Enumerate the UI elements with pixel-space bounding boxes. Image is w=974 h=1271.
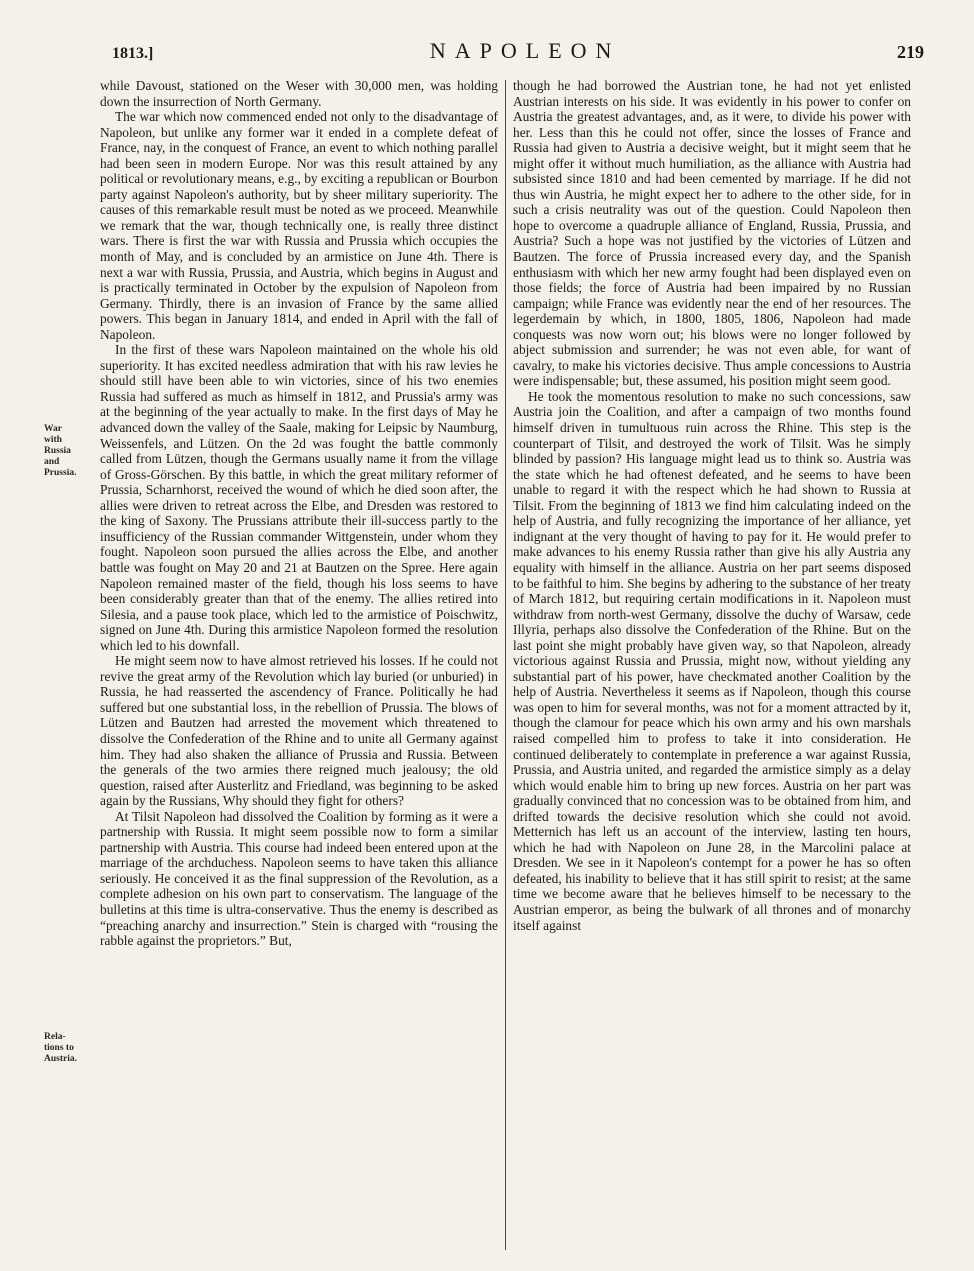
marginal-line: Austria. [44, 1054, 77, 1064]
header-year: 1813.] [112, 45, 154, 62]
paragraph: At Tilsit Napoleon had dissolved the Coalition by forming as it were a partnership with Russia. It might seem possible now to form a similar partnership with Austria. This course had indeed been entered upon at the marriage of the archduchess. Napoleon seems to have taken this alliance seriously. He conceived it as the final suppression of the Revolution, as a complete adhesion on his own part to conservatism. The language of the bulletins at this time is ultra-conservative. Thus the enemy is described as “preaching anarchy and insurrection.” Stein is charged with “rousing the rabble against the proprietors.” But, [100, 808, 498, 949]
marginal-line: War [44, 424, 62, 434]
marginal-line: with [44, 435, 62, 445]
paragraph: though he had borrowed the Austrian tone, he had not yet enlisted Austrian interests on his side. It was evidently in his power to confer on Austria the greatest advantages, and, as it were, to divide his power with her. Less than this he could not offer, since the losses of France and Russia had given to Austria a decisive weight, but it might seem that he might offer it without much humiliation, as the alliance with Austria had subsisted since 1810 and had been cemented by marriage. If he did not thus win Austria, he might expect her to adhere to the other side, for in such a crisis neutrality was out of the question. Could Napoleon then hope to overcome a quadruple alliance of England, Russia, Prussia, and Austria? Such a hope was not justified by the victories of Lützen and Bautzen. The force of Prussia increased every day, and the Spanish enthusiasm with which her new army fought had been displayed even on those fields; the force of Austria had been impaired by no Russian campaign; while France was evidently near the end of her resources. The legerdemain by which, in 1800, 1805, 1806, Napoleon had made conquests was now worn out; his blows were no longer followed by abject submission and surrender; he was not even able, for want of cavalry, to make his victories decisive. Thus ample concessions to Austria were indispensable; but, these assumed, his position might seem good. [513, 78, 911, 389]
marginal-line: Rela- [44, 1032, 66, 1042]
marginal-line: tions to [44, 1043, 74, 1053]
marginal-line: and [44, 457, 60, 467]
column-divider [505, 80, 506, 1250]
marginal-note-relations [44, 1032, 96, 1065]
left-column [100, 78, 498, 949]
page-header [112, 38, 924, 72]
page-number: 219 [896, 42, 924, 62]
marginal-note-war [44, 424, 96, 479]
right-column [513, 78, 911, 933]
paragraph: He might seem now to have almost retrieved his losses. If he could not revive the great army of the Revolution which lay buried (or unburied) in Russia, he had reasserted the ascendency of France. Politically he had suffered but one substantial loss, in the rebellion of Prussia. The blows of Lützen and Bautzen had arrested the movement which threatened to dissolve the Confederation of the Rhine and to unite all Germany against him. They had also shaken the alliance of Prussia and Russia. Between the generals of the two armies there reigned much jealousy; the old question, raised after Austerlitz and Friedland, was beginning to be asked again by the Russians, Why should they fight for others? [100, 653, 498, 809]
running-title: NAPOLEON [429, 38, 621, 63]
paragraph: He took the momentous resolution to make no such concessions, saw Austria join the Coalition, and after a campaign of two months found himself driven in tumultuous ruin across the Rhine. This step is the counterpart of Tilsit, and destroyed the work of Tilsit. Was he simply blinded by passion? His language might lead us to think so. Austria was the state which he had oftenest defeated, and he seems to have been unable to regard it with the respect which he had shown to Russia at Tilsit. From the beginning of 1813 we find him calculating indeed on the help of Austria, and fully recognizing the importance of her alliance, yet indignant at the very thought of having to pay for it. He would prefer to make advances to his enemy Russia rather than give his ally Austria any equality with himself in the alliance. Austria on her part seems disposed to be faithful to him. She begins by adhering to the substance of her treaty of March 1812, but requiring certain modifications in it. Napoleon must withdraw from north-west Germany, dissolve the duchy of Warsaw, cede Illyria, perhaps also dissolve the Confederation of the Rhine. But on the last point she might probably have given way, so that Napoleon, already victorious against Russia and Prussia, might now, without yielding any substantial part of his power, have checkmated another Coalition by the help of Austria. Nevertheless it seems as if Napoleon, though this course was open to him for several months, was not for a moment attracted by it, though the clamour for peace which his own army and his own marshals raised compelled him to profess to take it into consideration. He continued deliberately to contemplate in preference a war against Russia, Prussia, and Austria united, and regarded the armistice simply as a delay which would enable him to bring up new forces. Austria on her part was gradually convinced that no concession was to be obtained from him, and drifted towards the decisive resolution which she could not avoid. Metternich has left us an account of the interview, lasting ten hours, which he had with Napoleon on June 28, in the Marcolini palace at Dresden. We see in it Napoleon's contempt for a power he has so often defeated, his inability to believe that it has still spirit to resist; at the same time we become aware that he believes himself to be necessary to the Austrian emperor, as being the bulwark of all thrones and of monarchy itself against [513, 388, 911, 933]
marginal-line: Russia [44, 446, 71, 456]
paragraph: The war which now commenced ended not only to the disadvantage of Napoleon, but unlike any former war it ended in a complete defeat of France, nay, in the conquest of France, an event to which nothing parallel had been seen in modern Europe. Nor was this result attained by any political or revolutionary means, e.g., by exciting a republican or Bourbon party against Napoleon's authority, but by sheer military superiority. The causes of this remarkable result must be noted as we proceed. Meanwhile we remark that the war, though technically one, is really three distinct wars. There is first the war with Russia and Prussia which occupies the month of May, and is concluded by an armistice on June 4th. There is next a war with Russia, Prussia, and Austria, which begins in August and is practically terminated in October by the expulsion of Napoleon from Germany. Thirdly, there is an invasion of France by the same allied powers. This began in January 1814, and ended in April with the fall of Napoleon. [100, 109, 498, 342]
marginal-line: Prussia. [44, 468, 77, 478]
paragraph: while Davoust, stationed on the Weser with 30,000 men, was holding down the insurrection of North Germany. [100, 78, 498, 109]
paragraph: In the first of these wars Napoleon maintained on the whole his old superiority. It has excited needless admiration that with his raw levies he should still have been able to win victories, since of his two enemies Russia had suffered as much as himself in 1812, and Prussia's army was at the beginning of the year actually to make. In the first days of May he advanced down the valley of the Saale, making for Leipsic by Naumburg, Weissenfels, and Lützen. On the 2d was fought the battle commonly called from Lützen, though the Germans usually name it from the village of Gross-Görschen. By this battle, in which the great military reformer of Prussia, Scharnhorst, received the wound of which he died soon after, the allies were driven to retreat across the Elbe, and Dresden was restored to the king of Saxony. The Prussians attribute their ill-success partly to the insufficiency of the Russian commander Wittgenstein, under whom they fought. Napoleon soon pursued the allies across the Elbe, and another battle was fought on May 20 and 21 at Bautzen on the Spree. Here again Napoleon remained master of the field, though his loss seems to have been considerably greater than that of the enemy. The allies retired into Silesia, and a pause took place, which led to the armistice of Poischwitz, signed on June 4th. During this armistice Napoleon formed the resolution which led to his downfall. [100, 342, 498, 653]
